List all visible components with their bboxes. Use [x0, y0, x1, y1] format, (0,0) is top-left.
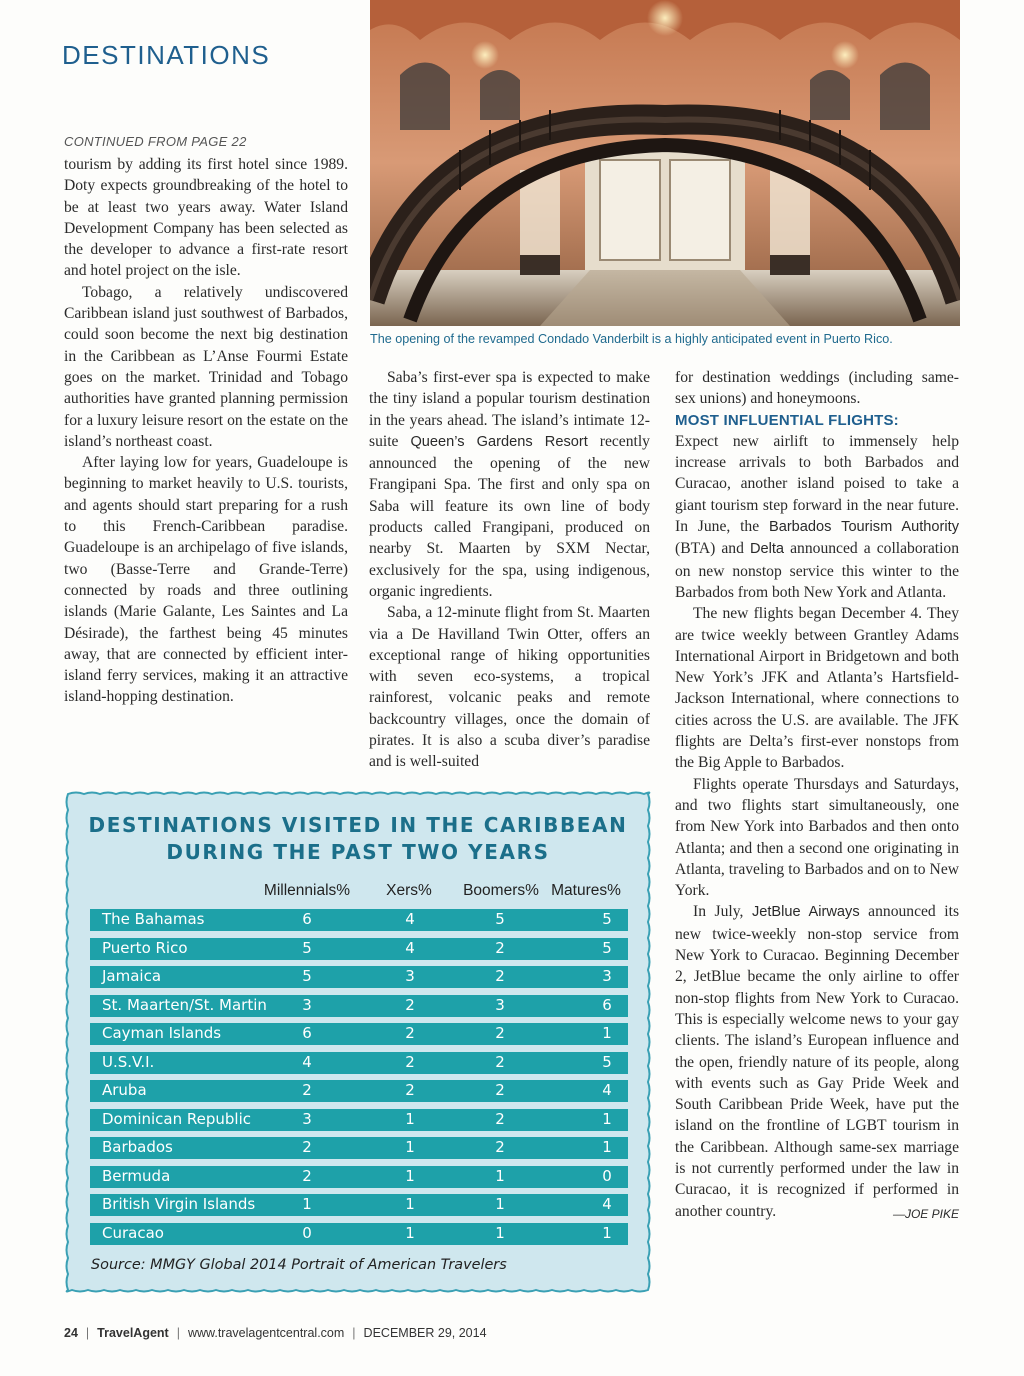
page-footer: 24 | TravelAgent | www.travelagentcentral.com | DECEMBER 29, 2014: [64, 1326, 487, 1340]
table-cell: 5: [602, 938, 612, 957]
table-cell: 2: [302, 1166, 312, 1185]
airline-name: Delta: [749, 541, 785, 558]
table-cell: 5: [602, 910, 612, 928]
staircase-illustration: [370, 0, 960, 326]
subhead: MOST INFLUENTIAL FLIGHTS:: [675, 411, 899, 429]
paragraph: Expect new airlift to immensely help increase arrivals to both Barbados and Curacao, another island poised to take a giant tourism step forward in the near future. In June, the Barbados Tourism Authority (BTA) and Delta announced a collaboration on new nonstop service this winter to the Barbados from both New York and Atlanta.: [675, 432, 960, 601]
destination-name: Dominican Republic: [102, 1109, 252, 1128]
destination-name: Jamaica: [102, 967, 162, 985]
table-cell: 1: [405, 1195, 415, 1213]
destination-name: Barbados: [102, 1138, 173, 1156]
paragraph: The new flights began December 4. They are twice weekly between Grantley Adams International Airport in Bridgetown and both New York’s JFK and Atlanta’s Hartsfield-Jackson International, where connections to cities across the U.S. are available. The JFK flights are Delta’s first-ever nonstops from the Big Apple to Barbados.: [675, 605, 959, 772]
destination-name: St. Maarten/St. Martin: [102, 995, 267, 1014]
table-cell: 2: [495, 967, 505, 985]
table-cell: 3: [302, 1109, 312, 1128]
table-cell: 1: [405, 1166, 415, 1185]
destination-name: Puerto Rico: [102, 938, 188, 957]
table-cell: 5: [495, 910, 505, 928]
paragraph: Tobago, a relatively undiscovered Caribbean island just southwest of Barbados, could soon become the next big destination in the Caribbean as L’Anse Fourmi Estate goes on the market. Trinidad and Tobago authorities have granted planning permission for a luxury leisure resort on the estate on the island’s northeast coast.: [64, 283, 348, 450]
table-row: [90, 1109, 628, 1131]
table-row: [90, 1223, 628, 1245]
table-cell: 1: [602, 1223, 612, 1242]
table-cell: 1: [405, 1109, 415, 1128]
table-cell: 4: [405, 910, 415, 928]
table-cell: 2: [302, 1138, 312, 1156]
table-row: [90, 1166, 628, 1188]
table-cell: 6: [602, 995, 612, 1014]
table-row: [90, 938, 628, 960]
column-header: Matures%: [551, 882, 621, 899]
destination-name: British Virgin Islands: [102, 1195, 256, 1213]
table-cell: 3: [405, 967, 415, 985]
table-cell: 1: [495, 1166, 505, 1185]
resort-name: Queen’s Gardens Resort: [410, 433, 588, 450]
table-cell: 2: [495, 1024, 505, 1042]
column-header: Xers%: [386, 882, 432, 899]
table-cell: 5: [302, 938, 312, 957]
page-number: 24: [64, 1326, 78, 1340]
article-column-1: [64, 154, 348, 708]
table-cell: 2: [495, 1138, 505, 1156]
table-source: Source: MMGY Global 2014 Portrait of American Travelers: [91, 1257, 507, 1273]
table-cell: 2: [495, 938, 505, 957]
table-row: [90, 966, 628, 988]
section-title: DESTINATIONS: [62, 40, 271, 70]
photo-caption: The opening of the revamped Condado Vanderbilt is a highly anticipated event in Puerto Rico.: [370, 332, 893, 346]
table-cell: 2: [405, 1081, 415, 1099]
table-cell: 1: [495, 1195, 505, 1213]
table-cell: 3: [602, 967, 612, 985]
airline-name: JetBlue Airways: [751, 904, 860, 921]
paragraph: tourism by adding its first hotel since 1989. Doty expects groundbreaking of the hotel to be at least two years away. Water Island Development Company has been selected as the developer to advance a first-rate resort and hotel project on the isle.: [64, 156, 348, 280]
paragraph: In July, JetBlue Airways announced its new twice-weekly non-stop service from New York to Curacao. Beginning December 2, JetBlue became the only airline to offer non-stop flights from New York to Curacao. This is especially welcome news to your gay clients. The island’s European influence and the open, friendly nature of its people, along with events such as Gay Pride Week and South Caribbean Pride Week, have put the island on the frontline of LGBT tourism in the Caribbean. Although same-sex marriage is not currently performed under the law in Curacao, it is recognized if performed in another country. —JOE PIKE: [675, 901, 959, 1221]
table-cell: 2: [405, 1052, 415, 1071]
website-link[interactable]: www.travelagentcentral.com: [187, 1326, 345, 1340]
organization-name: Barbados Tourism Authority: [768, 519, 959, 536]
article-column-2: [369, 367, 650, 773]
table-cell: 2: [495, 1052, 505, 1071]
destination-name: Bermuda: [102, 1166, 171, 1185]
table-cell: 1: [405, 1138, 415, 1156]
table-cell: 4: [405, 938, 415, 957]
article-column-3: [675, 367, 959, 1225]
destination-name: Cayman Islands: [102, 1024, 222, 1042]
table-row: [90, 909, 628, 931]
table-row: [90, 995, 628, 1017]
table-cell: 1: [602, 1109, 612, 1128]
paragraph: Saba, a 12-minute flight from St. Maarten via a De Havilland Twin Otter, offers an exceptional range of hiking opportunities with seven eco-systems, a tropical rainforest, volcanic peaks and remote backcountry villages, once the domain of pirates. It is also a scuba diver’s paradise and is well-suited: [369, 604, 650, 771]
byline: —JOE PIKE: [892, 1206, 959, 1221]
paragraph: Saba’s first-ever spa is expected to make the tiny island a popular tourism destination in the years ahead. The island’s intimate 12-suite Queen’s Gardens Resort recently announced the opening of the new Frangipani Spa. The first and only spa on Saba will feature its own line of body products called Frangipani, produced on nearby St. Maarten by SXM Nectar, exclusively for the spa, using indigenous, organic ingredients.: [369, 369, 650, 600]
hotel-lobby-photo: [370, 0, 960, 326]
paragraph: for destination weddings (including same-sex unions) and honeymoons.: [675, 369, 959, 408]
table-cell: 0: [302, 1223, 312, 1242]
table-cell: 2: [495, 1081, 505, 1099]
table-cell: 6: [302, 910, 312, 928]
table-cell: 5: [302, 967, 312, 985]
destination-name: Aruba: [102, 1081, 147, 1099]
table-row: [90, 1080, 628, 1102]
table-cell: 1: [602, 1024, 612, 1042]
table-cell: 2: [495, 1109, 505, 1128]
table-row: [90, 1023, 628, 1045]
column-header: Millennials%: [263, 882, 351, 899]
table-row: [90, 1052, 628, 1074]
paragraph: After laying low for years, Guadeloupe is beginning to market heavily to U.S. tourists, and agents should start preparing for a rush to this French-Caribbean paradise. Guadeloupe is an archipelago of five islands, two (Basse-Terre and Grande-Terre) connected by roads and three outlining islands (Marie Galante, Les Saintes and La Désirade), the farthest being 45 minutes away, that are connected by efficient inter-island ferry services, making it an attractive island-hopping destination.: [64, 454, 348, 706]
table-title: DESTINATIONS VISITED IN THE CARIBBEAN DURING THE PAST TWO YEARS: [88, 813, 628, 864]
table-cell: 4: [302, 1052, 312, 1071]
table-cell: 1: [302, 1195, 312, 1213]
table-cell: 1: [602, 1138, 612, 1156]
table-cell: 5: [602, 1052, 612, 1071]
issue-date: DECEMBER 29, 2014: [363, 1326, 487, 1340]
table-row: [90, 1194, 628, 1216]
table-cell: 2: [302, 1081, 312, 1099]
continued-from-label: CONTINUED FROM PAGE 22: [64, 134, 247, 149]
table-cell: 0: [602, 1166, 612, 1185]
destination-name: Curacao: [102, 1223, 164, 1242]
table-cell: 4: [602, 1081, 612, 1099]
magazine-brand: TravelAgent: [97, 1326, 169, 1340]
table-cell: 4: [602, 1195, 612, 1213]
table-cell: 2: [405, 1024, 415, 1042]
paragraph: Flights operate Thursdays and Saturdays, and two flights start simultaneously, one from New York into Barbados and then onto Atlanta; and then a second one originating in Atlanta, traveling to Barbados and on to New York.: [675, 775, 959, 900]
table-row: [90, 1137, 628, 1159]
table-cell: 6: [302, 1024, 312, 1042]
destination-name: The Bahamas: [102, 910, 205, 928]
table-cell: 1: [405, 1223, 415, 1242]
table-cell: 1: [495, 1223, 505, 1242]
table-cell: 3: [302, 995, 312, 1014]
table-cell: 3: [495, 995, 505, 1014]
column-header: Boomers%: [463, 882, 539, 899]
table-cell: 2: [405, 995, 415, 1014]
destination-name: U.S.V.I.: [102, 1052, 155, 1071]
